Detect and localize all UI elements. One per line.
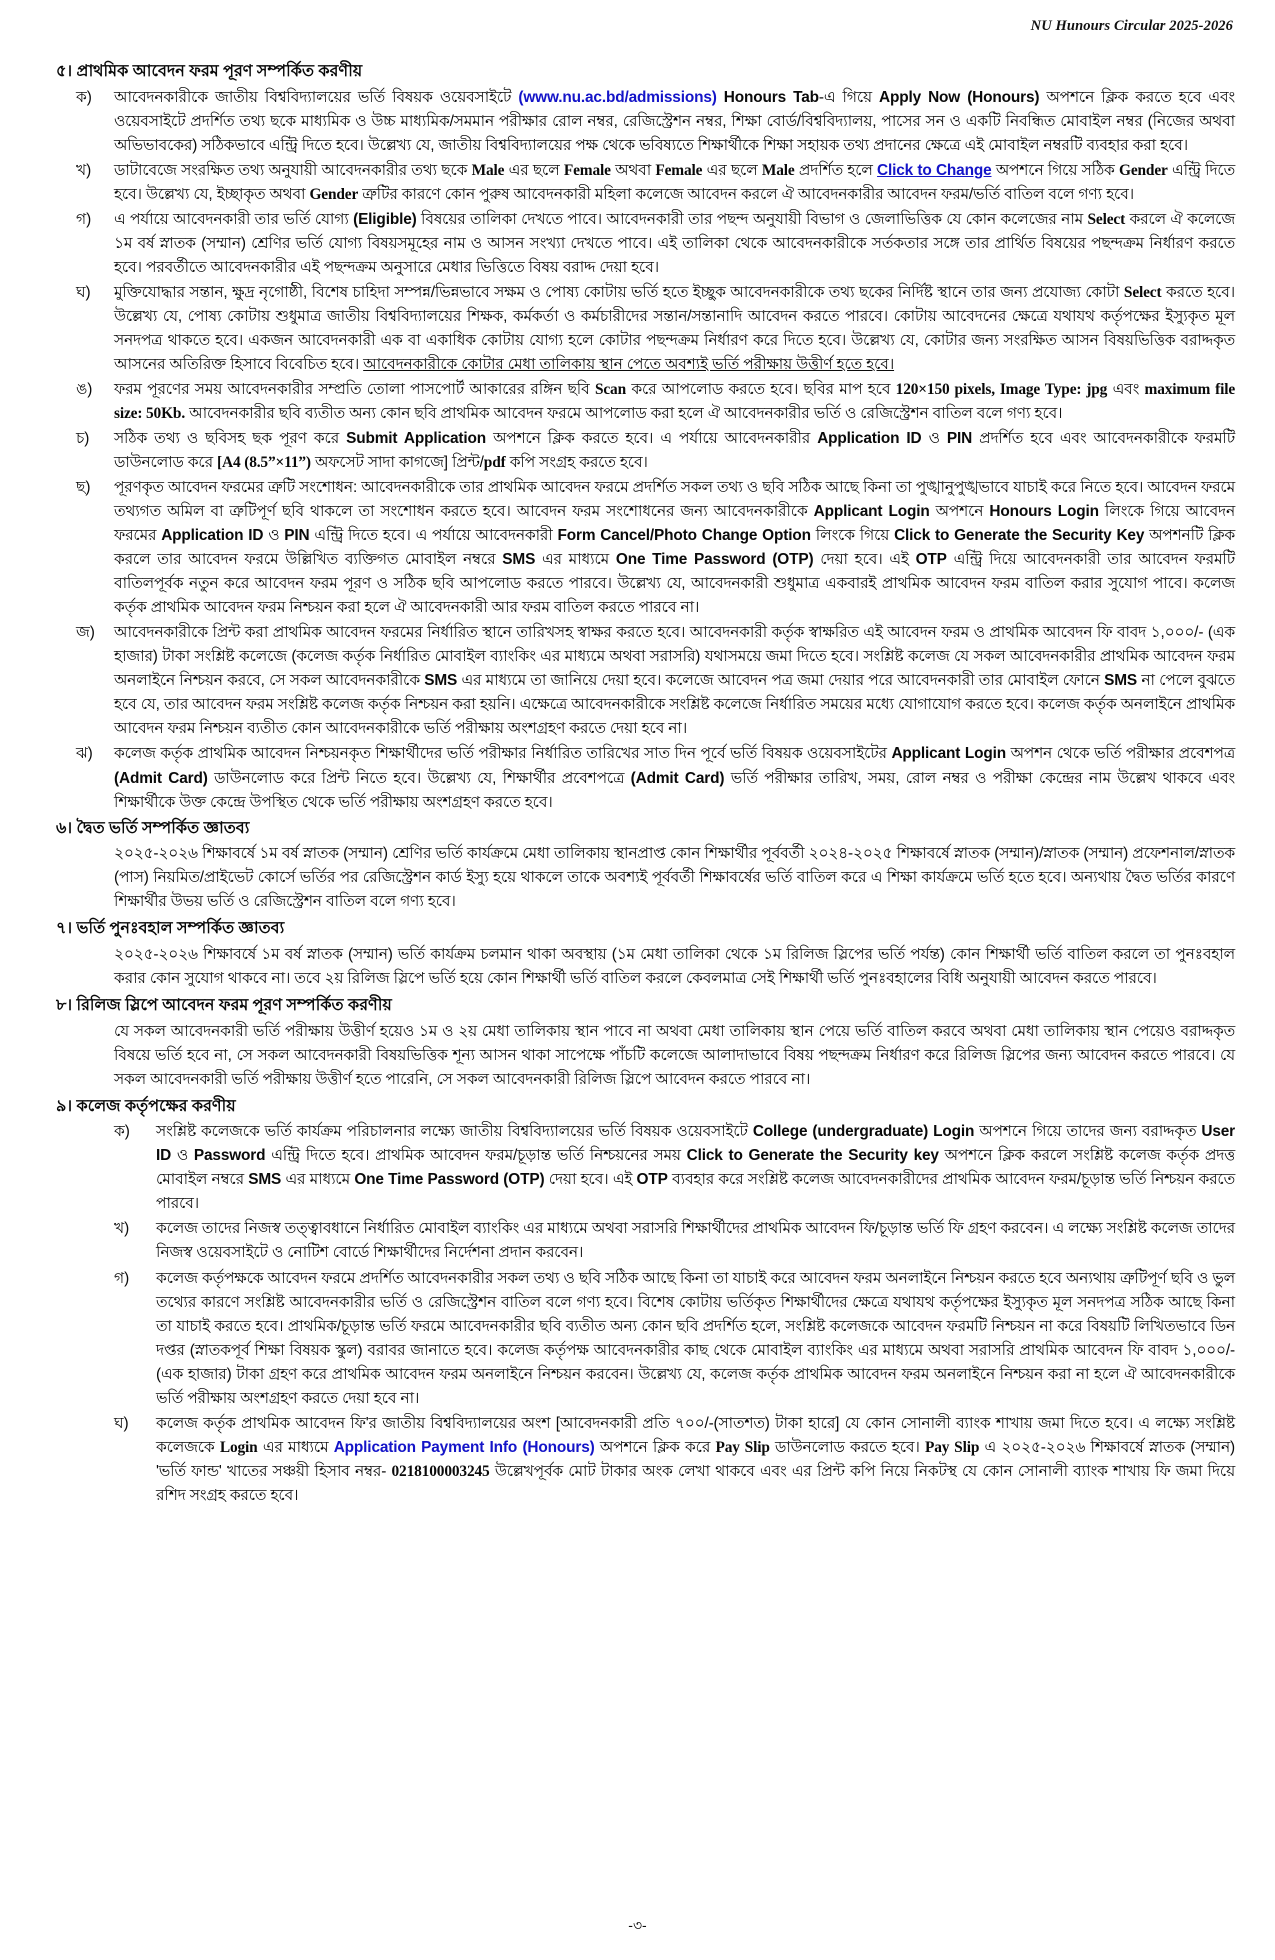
text-run: অপশনে গিয়ে তাদের জন্য বরাদ্দকৃত xyxy=(974,1123,1202,1141)
clause-item xyxy=(36,621,1239,741)
text-run: ও xyxy=(921,430,947,448)
text-run: এ পর্যায়ে আবেদনকারী তার ভর্তি যোগ্য xyxy=(114,210,354,228)
text-run: Application ID xyxy=(161,527,264,545)
text-run: এর মাধ্যমে তা জানিয়ে দেয়া হবে। কলেজে আবেদন পত্র জমা দেয়ার পরে আবেদনকারী তার মোবাইল ফোনে xyxy=(457,672,1105,690)
clause-item xyxy=(36,1267,1239,1411)
page-number: -৩- xyxy=(628,1917,647,1933)
text-run: করলে ঐ কলেজে ১ম বর্ষ স্নাতক (সম্মান) শ্রেণির ভর্তি যোগ্য বিষয়সমূহের নাম ও আসন সংখ্যা দেখতে পাবে। এই তালিকা থেকে আবেদনকারীকে সর্তকতার সঙ্গে তার প্রার্থিত বিষয়ের পছন্দক্রম নির্ধারণ করতে হবে। পরবর্তীতে আবেদনকারীর এই পছন্দক্রম অনুসারে মেধার ভিত্তিতে বিষয় বরাদ্দ দেয়া হবে। xyxy=(114,210,1235,276)
text-run: কলেজ কর্তৃপক্ষকে আবেদন ফরমে প্রদর্শিত আবেদনকারীর সকল তথ্য ও ছবি সঠিক আছে কিনা তা যাচাই করে আবেদন ফরম অনলাইনে নিশ্চয়ন করতে হবে অন্যথায় ত্রুটিপূর্ণ ছবি ও ভুল তথ্যের কারণে সংশ্লিষ্ট আবেদনকারীর ভর্তি ও রেজিস্ট্রেশন বাতিল বলে গণ্য হবে। বিশেষ কোটায় ভর্তিকৃত শিক্ষার্থীদের ক্ষেত্রে যথাযথ কর্তৃপক্ষের ইস্যুকৃত মূল সনদপত্র সঠিক আছে কিনা তা যাচাই করতে হবে। প্রাথমিক/চূড়ান্ত ভর্তি ফরমে আবেদনকারীর ছবি ব্যতীত অন্য কোন ছবি প্রদর্শিত হলে, সংশ্লিষ্ট কলেজকে আবেদন ফরমটি নিশ্চয়ন না করে বিষয়টি লিখিতভাবে ডিন দপ্তর (স্নাতকপূর্ব শিক্ষা বিষয়ক স্কুল) বরাবর জানাতে হবে। কলেজ কর্তৃপক্ষ আবেদনকারীর কাছ থেকে মোবাইল ব্যাংকিং এর মাধ্যমে অথবা সরাসরি প্রাথমিক আবেদন ফি বাবদ ১,০০০/- (এক হাজার) টাকা গ্রহণ করে প্রাথমিক আবেদন ফরম অনলাইনে নিশ্চয়ন করবেন। উল্লেখ্য যে, কলেজ কর্তৃক প্রাথমিক আবেদন ফরম অনলাইনে নিশ্চয়ন করা না হলে ঐ আবেদনকারীকে ভর্তি পরীক্ষায় অংশগ্রহণ করতে দেয়া হবে না। xyxy=(156,1269,1236,1407)
clause-list xyxy=(36,86,1239,815)
text-run: Applicant Login xyxy=(891,745,1006,763)
text-run: OTP xyxy=(636,1171,668,1189)
text-run: উল্লেখপূর্বক মোট টাকার অংক লেখা থাকবে এবং এর প্রিন্ট কপি নিয়ে নিকটস্থ যে কোন সোনালী ব্যাংক শাখায় ফি জমা দিয়ে রশিদ সংগ্রহ করতে হবে। xyxy=(156,1462,1235,1504)
text-run: লিংকে গিয়ে আবেদন ফরমের xyxy=(114,503,1235,545)
text-run: এর মাধ্যমে xyxy=(257,1438,334,1456)
text-run: PIN xyxy=(946,430,973,448)
text-run: OTP xyxy=(915,551,947,569)
text-run: Login xyxy=(219,1438,258,1456)
text-run: কলেজ কর্তৃক প্রাথমিক আবেদন নিশ্চয়নকৃত শিক্ষার্থীদের ভর্তি পরীক্ষার নির্ধারিত তারিখের সাত দিন পূর্বে ভর্তি বিষয়ক ওয়েবসাইটের xyxy=(114,745,892,763)
section-9 xyxy=(36,1094,1239,1508)
clause-marker: ঝ) xyxy=(76,745,93,763)
clause-item xyxy=(36,742,1239,814)
section-paragraph: ২০২৫-২০২৬ শিক্ষাবর্ষে ১ম বর্ষ স্নাতক (সম্মান) ভর্তি কার্যক্রম চলমান থাকা অবস্থায় (১ম মেধা তালিকা থেকে ১ম রিলিজ স্লিপের ভর্তি পর্যন্ত) কোন শিক্ষার্থী ভর্তি বাতিল করলে তা পুনঃবহাল করার কোন সুযোগ থাকবে না। তবে ২য় রিলিজ স্লিপে ভর্তি হয়ে কোন শিক্ষার্থী ভর্তি বাতিল করলে কেবলমাত্র সেই শিক্ষার্থী ভর্তি পুনঃবহালের বিধি অনুযায়ী আবেদন করতে পারবে। xyxy=(114,945,1235,987)
section-5 xyxy=(36,59,1239,815)
clause-marker: জ) xyxy=(76,624,95,642)
text-run: Male xyxy=(761,161,795,179)
text-run: করে আপলোড করতে হবে। ছবির মাপ হবে xyxy=(626,381,896,398)
text-run: মুক্তিযোদ্ধার সন্তান, ক্ষুদ্র নৃগোষ্ঠী, বিশেষ চাহিদা সম্পন্ন/ভিন্নভাবে সক্ষম ও পোষ্য কোটায় ভর্তি হতে ইচ্ছুক আবেদনকারীকে তথ্য ছকের নির্দিষ্ট স্থানে তার জন্য প্রযোজ্য কোটা xyxy=(114,283,1124,301)
text-run: ও xyxy=(171,1147,194,1165)
text-run: অথবা xyxy=(610,161,656,179)
text-run: ব্যবহার করে সংশ্লিষ্ট কলেজ আবেদনকারীদের প্রাথমিক আবেদন ফরম/চূড়ান্ত ভর্তি নিশ্চয়ন করতে পারবে। xyxy=(156,1171,1235,1213)
text-run: Pay Slip xyxy=(715,1438,770,1456)
clause-item xyxy=(36,1217,1239,1265)
text-run: Application ID xyxy=(817,430,922,448)
clause-body xyxy=(114,86,1239,158)
text-run: এন্ট্রি দিতে হবে। প্রাথমিক আবেদন ফরম/চূড়ান্ত ভর্তি নিশ্চয়নের সময় xyxy=(265,1147,687,1165)
text-run: (Admit Card) xyxy=(114,769,208,787)
text-run: এ ২০২৫-২০২৬ শিক্ষাবর্ষে স্নাতক (সম্মান) 'ভর্তি ফান্ড' খাতের সঞ্চয়ী হিসাব নম্বর- xyxy=(156,1438,1235,1480)
text-run: ডাউনলোড করতে হবে। xyxy=(769,1438,925,1456)
text-run: Select xyxy=(1087,210,1126,228)
text-run: Gender xyxy=(309,185,359,203)
document-body xyxy=(36,59,1239,1508)
section-6 xyxy=(36,816,1239,915)
clause-body xyxy=(114,427,1239,475)
text-run: না পেলে বুঝতে হবে যে, তার আবেদন ফরম সংশ্লিষ্ট কলেজ কর্তৃক নিশ্চয়ন করা হয়নি। এক্ষেত্রে আবেদনকারীকে সংশ্লিষ্ট কলেজে নির্ধারিত সময়ের মধ্যে যোগাযোগ করতে হবে। কলেজ কর্তৃক অনলাইনে প্রাথমিক আবেদন ফরম নিশ্চয়ন ব্যতীত কোন আবেদনকারীকে ভর্তি পরীক্ষায় অংশগ্রহণ করতে দেয়া হবে না। xyxy=(114,672,1235,738)
text-run: User ID xyxy=(156,1123,1235,1165)
text-run: আবেদনকারীকে প্রিন্ট করা প্রাথমিক আবেদন ফরমের নির্ধারিত স্থানে তারিখসহ স্বাক্ষর করতে হবে। আবেদনকারী কর্তৃক স্বাক্ষরিত এই আবেদন ফরম ও প্রাথমিক আবেদন ফি বাবদ ১,০০০/- (এক হাজার) টাকা সংশ্লিষ্ট কলেজে (কলেজ কর্তৃক নির্ধারিত মোবাইল ব্যাংকিং এর মাধ্যমে অথবা সরাসরি) যথাসময়ে জমা দিতে হবে। সংশ্লিষ্ট কলেজ যে সকল আবেদনকারীর প্রাথমিক আবেদন ফরম অনলাইনে নিশ্চয়ন করবে, সে সকল আবেদনকারীকে xyxy=(114,624,1235,690)
text-run: পূরণকৃত আবেদন ফরমের ত্রুটি সংশোধন: আবেদনকারীকে তার প্রাথমিক আবেদন ফরমে প্রদর্শিত সকল তথ্য ও ছবি সঠিক আছে কিনা তা পুঙ্খানুপুঙ্খভাবে যাচাই করে নিতে হবে। আবেদন ফরমে তথ্যগত অমিল বা ত্রুটিপূর্ণ ছবি থাকলে তা সংশোধন করতে হবে। আবেদন ফরম সংশোধনের জন্য আবেদনকারীকে xyxy=(114,479,1235,521)
text-run: Submit Application xyxy=(346,430,487,448)
clause-marker: খ) xyxy=(114,1220,130,1238)
text-run: অপশন থেকে ভর্তি পরীক্ষার প্রবেশপত্র xyxy=(1005,745,1235,763)
text-run: Applicant Login xyxy=(813,503,930,521)
clause-body xyxy=(114,159,1239,207)
clause-item xyxy=(36,1412,1239,1508)
text-run: বিষয়ের তালিকা দেখতে পাবে। আবেদনকারী তার পছন্দ অনুযায়ী বিভাগ ও জেলাভিত্তিক যে কোন কলেজের নাম xyxy=(416,210,1088,228)
text-run: SMS xyxy=(1104,672,1138,690)
clause-marker: ঘ) xyxy=(114,1414,129,1432)
clause-item xyxy=(36,159,1239,207)
clause-marker: গ) xyxy=(114,1269,130,1287)
clause-body xyxy=(114,476,1239,620)
text-run: প্রদর্শিত হলে xyxy=(794,161,878,179)
text-run: (Admit Card) xyxy=(630,769,725,787)
clause-item xyxy=(36,281,1239,377)
text-run: Male xyxy=(471,161,505,179)
clause-body xyxy=(114,742,1239,814)
text-run: দেয়া হবে। এই xyxy=(544,1171,637,1189)
text-run: ও xyxy=(263,527,285,545)
text-run: Form Cancel/Photo Change Option xyxy=(557,527,811,545)
text-run: SMS xyxy=(248,1171,282,1189)
inline-link[interactable]: (www.nu.ac.bd/admissions) xyxy=(518,88,717,106)
text-run: অপশনে xyxy=(929,503,990,521)
clause-marker: খ) xyxy=(76,161,92,179)
inline-link[interactable]: Application Payment Info (Honours) xyxy=(333,1438,595,1456)
text-run: এর ছলে xyxy=(702,161,762,179)
text-run: ত্রুটির কারণে কোন পুরুষ আবেদনকারী মহিলা কলেজে আবেদন করলে ঐ আবেদনকারীর আবেদন ফরম/ভর্তি বাতিল বলে গণ্য হবে। xyxy=(358,185,1134,203)
clause-marker: ঘ) xyxy=(76,283,91,301)
text-run: Select xyxy=(1123,283,1162,301)
clause-list xyxy=(36,1120,1239,1508)
text-run: One Time Password (OTP) xyxy=(354,1171,545,1189)
text-run: সঠিক তথ্য ও ছবিসহ ছক পূরণ করে xyxy=(114,430,347,448)
clause-body xyxy=(156,1412,1239,1508)
clause-marker: ছ) xyxy=(76,479,91,497)
inline-link[interactable]: Click to Change xyxy=(877,161,992,179)
text-run: Click to Generate the Security key xyxy=(686,1147,939,1165)
text-run: ডাটাবেজে সংরক্ষিত তথ্য অনুযায়ী আবেদনকারীর তথ্য ছকে xyxy=(114,161,472,179)
section-paragraph: যে সকল আবেদনকারী ভর্তি পরীক্ষায় উত্তীর্ণ হয়েও ১ম ও ২য় মেধা তালিকায় স্থান পাবে না অথবা মেধা তালিকায় স্থান পেয়ে ভর্তি বাতিল করবে অথবা মেধা তালিকায় স্থান পেয়েও বরাদ্দকৃত বিষয়ে ভর্তি হবে না, সে সকল আবেদনকারী বিষয়ভিত্তিক শূন্য আসন থাকা সাপেক্ষে পাঁচটি কলেজে আলাদাভাবে বিষয় পছন্দক্রম নির্ধারণ করে রিলিজ স্লিপের জন্য আবেদন করতে পারবে। যে সকল আবেদনকারী ভর্তি পরীক্ষায় উত্তীর্ণ হতে পারেনি, সে সকল আবেদনকারী রিলিজ স্লিপে আবেদন করতে পারবে না। xyxy=(114,1022,1235,1088)
text-run: -এ গিয়ে xyxy=(818,88,880,106)
text-run: SMS xyxy=(424,672,458,690)
section-heading: ৭। ভর্তি পুনঃবহাল সম্পর্কিত জ্ঞাতব্য xyxy=(56,919,285,938)
text-run: আবেদনকারীকে জাতীয় বিশ্ববিদ্যালয়ের ভর্তি বিষয়ক ওয়েবসাইটে xyxy=(114,88,519,106)
text-run: PIN xyxy=(284,527,310,545)
text-run: কপি সংগ্রহ করতে হবে। xyxy=(505,454,648,472)
clause-item xyxy=(36,427,1239,475)
running-header: NU Hunours Circular 2025-2026 xyxy=(1030,18,1233,34)
text-run: College (undergraduate) Login xyxy=(752,1123,975,1141)
text-run: অপশনে ক্লিক করে xyxy=(594,1438,716,1456)
text-run: 120×150 pixels, Image Type: jpg xyxy=(895,381,1108,398)
text-run: [A4 (8.5”×11”) xyxy=(217,454,311,472)
clause-body xyxy=(114,378,1239,426)
text-run: Password xyxy=(193,1147,266,1165)
clause-marker: ক) xyxy=(76,88,92,106)
text-run: Pay Slip xyxy=(924,1438,980,1456)
clause-item xyxy=(36,86,1239,158)
text-run: সংশ্লিষ্ট কলেজকে ভর্তি কার্যক্রম পরিচালনার লক্ষ্যে জাতীয় বিশ্ববিদ্যালয়ের ভর্তি বিষয়ক ওয়েবসাইটে xyxy=(156,1123,753,1141)
text-run: অপশনটি ক্লিক করলে তার আবেদন ফরমে উল্লিখিত ব্যক্তিগত মোবাইল নম্বরে xyxy=(114,527,1236,569)
text-run: অফসেট সাদা কাগজে] প্রিন্ট/ xyxy=(310,454,484,472)
text-run: One Time Password (OTP) xyxy=(615,551,814,569)
text-run: এবং xyxy=(1107,381,1145,398)
text-run: কলেজ তাদের নিজস্ব তত্ত্বাবধানে নির্ধারিত মোবাইল ব্যাংকিং এর মাধ্যমে অথবা সরাসরি শিক্ষার্থীদের প্রাথমিক আবেদন ফি/চূড়ান্ত ভর্তি ফি গ্রহণ করবেন। এ লক্ষ্যে সংশ্লিষ্ট কলেজ তাদের নিজস্ব ওয়েবসাইটে ও নোটিশ বোর্ডে শিক্ষার্থীদের নির্দেশনা প্রদান করবেন। xyxy=(156,1220,1235,1262)
text-run: অপশনে গিয়ে সঠিক xyxy=(991,161,1119,179)
text-run: এর মাধ্যমে xyxy=(281,1171,355,1189)
text-run: SMS xyxy=(502,551,536,569)
clause-marker: চ) xyxy=(76,430,90,448)
text-run: ভর্তি পরীক্ষার তারিখ, সময়, রোল নম্বর ও পরীক্ষা কেন্দ্রের নাম উল্লেখ থাকবে এবং শিক্ষার্থীকে উক্ত কেন্দ্রে উপস্থিত থেকে ভর্তি পরীক্ষায় অংশগ্রহণ করতে হবে। xyxy=(114,769,1235,811)
section-heading: ৬। দ্বৈত ভর্তি সম্পর্কিত জ্ঞাতব্য xyxy=(56,818,250,837)
text-run: এর মাধ্যমে xyxy=(535,551,616,569)
text-run: কলেজ কর্তৃক প্রাথমিক আবেদন ফি'র জাতীয় বিশ্ববিদ্যালয়ের অংশ [আবেদনকারী প্রতি ৭০০/-(সাতশত) টাকা হারে] যে কোন সোনালী ব্যাংক শাখায় জমা দিতে হবে। এ লক্ষ্যে সংশ্লিষ্ট কলেজকে xyxy=(156,1414,1235,1456)
text-run: অপশনে ক্লিক করলে সংশ্লিষ্ট কলেজ কর্তৃক প্রদত্ত মোবাইল নম্বরে xyxy=(156,1147,1235,1189)
text-run: Click to Generate the Security Key xyxy=(894,527,1145,545)
text-run: অপশনে ক্লিক করতে হবে। এ পর্যায়ে আবেদনকারীর xyxy=(486,430,818,448)
text-run: (Eligible) xyxy=(353,210,417,228)
section-paragraph: ২০২৫-২০২৬ শিক্ষাবর্ষে ১ম বর্ষ স্নাতক (সম্মান) শ্রেণির ভর্তি কার্যক্রমে মেধা তালিকায় স্থানপ্রাপ্ত কোন শিক্ষার্থীর পূর্ববর্তী ২০২৪-২০২৫ শিক্ষাবর্ষে স্নাতক (সম্মান)/স্নাতক (সম্মান) প্রফেশনাল/স্নাতক (পাস) নিয়মিত/প্রাইভেট কোর্সে ভর্তির পর রেজিস্ট্রেশন কার্ড ইস্যু হয়ে থাকলে তাকে অবশ্যই পূর্ববর্তী শিক্ষাবর্ষের ভর্তি বাতিল করে এ শিক্ষা কার্যক্রমে ভর্তি হতে হবে। অন্যথায় দ্বৈত ভর্তির কারণে শিক্ষার্থীর উভয় ভর্তি ও রেজিস্ট্রেশন বাতিল বলে গণ্য হবে। xyxy=(114,845,1235,911)
clause-item xyxy=(36,476,1239,620)
section-8 xyxy=(36,993,1239,1092)
text-run: Apply Now (Honours) xyxy=(879,88,1040,106)
text-run: Honours Login xyxy=(989,503,1099,521)
text-run: Honours Tab xyxy=(716,88,819,106)
clause-item xyxy=(36,208,1239,280)
clause-body xyxy=(156,1267,1239,1411)
clause-marker: ক) xyxy=(114,1123,130,1141)
text-run: করতে হবে। উল্লেখ্য যে, পোষ্য কোটায় শুধুমাত্র জাতীয় বিশ্ববিদ্যালয়ের শিক্ষক, কর্মকর্তা ও কর্মচারীদের সন্তান/সন্তানাদি আবেদন করতে পারবে। কোটায় আবেদনের ক্ষেত্রে যথাযথ কর্তৃপক্ষের ইস্যুকৃত মূল সনদপত্র থাকতে হবে। একজন আবেদনকারী এক বা একাধিক কোটায় যোগ্য হলে কোটার পছন্দক্রম নির্ধারণ করে দিতে হবে। উল্লেখ্য যে, কোটার জন্য সংরক্ষিত আসন বিষয়ভিত্তিক বরাদ্দকৃত আসনের অতিরিক্ত হিসাবে বিবেচিত হবে। xyxy=(114,283,1235,373)
section-heading: ৮। রিলিজ স্লিপে আবেদন ফরম পূরণ সম্পর্কিত করণীয় xyxy=(56,995,392,1014)
text-run: আবেদনকারীকে কোটার মেধা তালিকায় স্থান পেতে অবশ্যই ভর্তি পরীক্ষায় উত্তীর্ণ হতে হবে। xyxy=(363,355,895,373)
text-run: pdf xyxy=(483,454,506,472)
text-run: প্রদর্শিত হবে এবং আবেদনকারীকে ফরমটি ডাউনলোড করে xyxy=(114,430,1236,472)
text-run: Female xyxy=(563,161,611,179)
text-run: লিংকে গিয়ে xyxy=(810,527,895,545)
text-run: আবেদনকারীর ছবি ব্যতীত অন্য কোন ছবি প্রাথমিক আবেদন ফরমে আপলোড করা হলে ঐ আবেদনকারীর ভর্তি ও রেজিস্ট্রেশন বাতিল বলে গণ্য হবে। xyxy=(185,405,1063,423)
clause-body xyxy=(156,1217,1239,1265)
clause-body xyxy=(156,1120,1239,1216)
section-7 xyxy=(36,916,1239,991)
text-run: এর ছলে xyxy=(504,161,564,179)
text-run: Scan xyxy=(594,381,626,398)
section-heading: ৫। প্রাথমিক আবেদন ফরম পূরণ সম্পর্কিত করণীয় xyxy=(56,62,363,80)
clause-body xyxy=(114,621,1239,741)
clause-item xyxy=(36,378,1239,426)
clause-body xyxy=(114,208,1239,280)
text-run: এন্ট্রি দিতে হবে। এ পর্যায়ে আবেদনকারী xyxy=(309,527,558,545)
text-run: এন্ট্রি দিয়ে আবেদনকারী তার আবেদন ফরমটি বাতিলপূর্বক নতুন করে আবেদন ফরম পূরণ ও সঠিক ছবি আপলোড করতে পারবে। উল্লেখ্য যে, আবেদনকারী শুধুমাত্র একবারই প্রাথমিক আবেদন ফরম বাতিল করার সুযোগ পাবে। কলেজ কর্তৃক প্রাথমিক আবেদন ফরম নিশ্চয়ন করা হলে ঐ আবেদনকারী আর ফরম বাতিল করতে পারবে না। xyxy=(114,551,1236,617)
text-run: Female xyxy=(655,161,703,179)
text-run: অপশনে ক্লিক করতে হবে এবং ওয়েবসাইটে প্রদর্শিত তথ্য ছকে মাধ্যমিক ও উচ্চ মাধ্যমিক/সমমান পরীক্ষার রোল নম্বর, রেজিস্ট্রেশন নম্বর, শিক্ষা বোর্ড/বিশ্ববিদ্যালয়, পাসের সন ও একটি নিবন্ধিত মোবাইল নম্বর (নিজের অথবা অভিভাবকের) সঠিকভাবে এন্ট্রি দিতে হবে। উল্লেখ্য যে, জাতীয় বিশ্ববিদ্যালয়ের পক্ষ থেকে ভবিষ্যতে শিক্ষার্থীকে শিক্ষা সহায়ক তথ্য প্রদানের ক্ষেত্রে এই মোবাইল নম্বরটি ব্যবহার করা হবে। xyxy=(114,88,1235,154)
clause-marker: গ) xyxy=(76,210,92,228)
clause-item xyxy=(36,1120,1239,1216)
text-run: Gender xyxy=(1119,161,1168,179)
text-run: 0218100003245 xyxy=(391,1462,490,1480)
text-run: ফরম পূরণের সময় আবেদনকারীর সম্প্রতি তোলা পাসপোর্ট আকারের রঙ্গিন ছবি xyxy=(114,381,595,398)
text-run: ডাউনলোড করে প্রিন্ট নিতে হবে। উল্লেখ্য যে, শিক্ষার্থীর প্রবেশপত্রে xyxy=(207,769,631,787)
text-run: দেয়া হবে। এই xyxy=(813,551,916,569)
clause-body xyxy=(114,281,1239,377)
text-run: এন্ট্রি দিতে হবে। উল্লেখ্য যে, ইচ্ছাকৃত অথবা xyxy=(114,161,1235,203)
section-heading: ৯। কলেজ কর্তৃপক্ষের করণীয় xyxy=(56,1096,236,1115)
clause-marker: ঙ) xyxy=(76,381,93,398)
text-run: maximum file size: 50Kb. xyxy=(114,381,1236,423)
